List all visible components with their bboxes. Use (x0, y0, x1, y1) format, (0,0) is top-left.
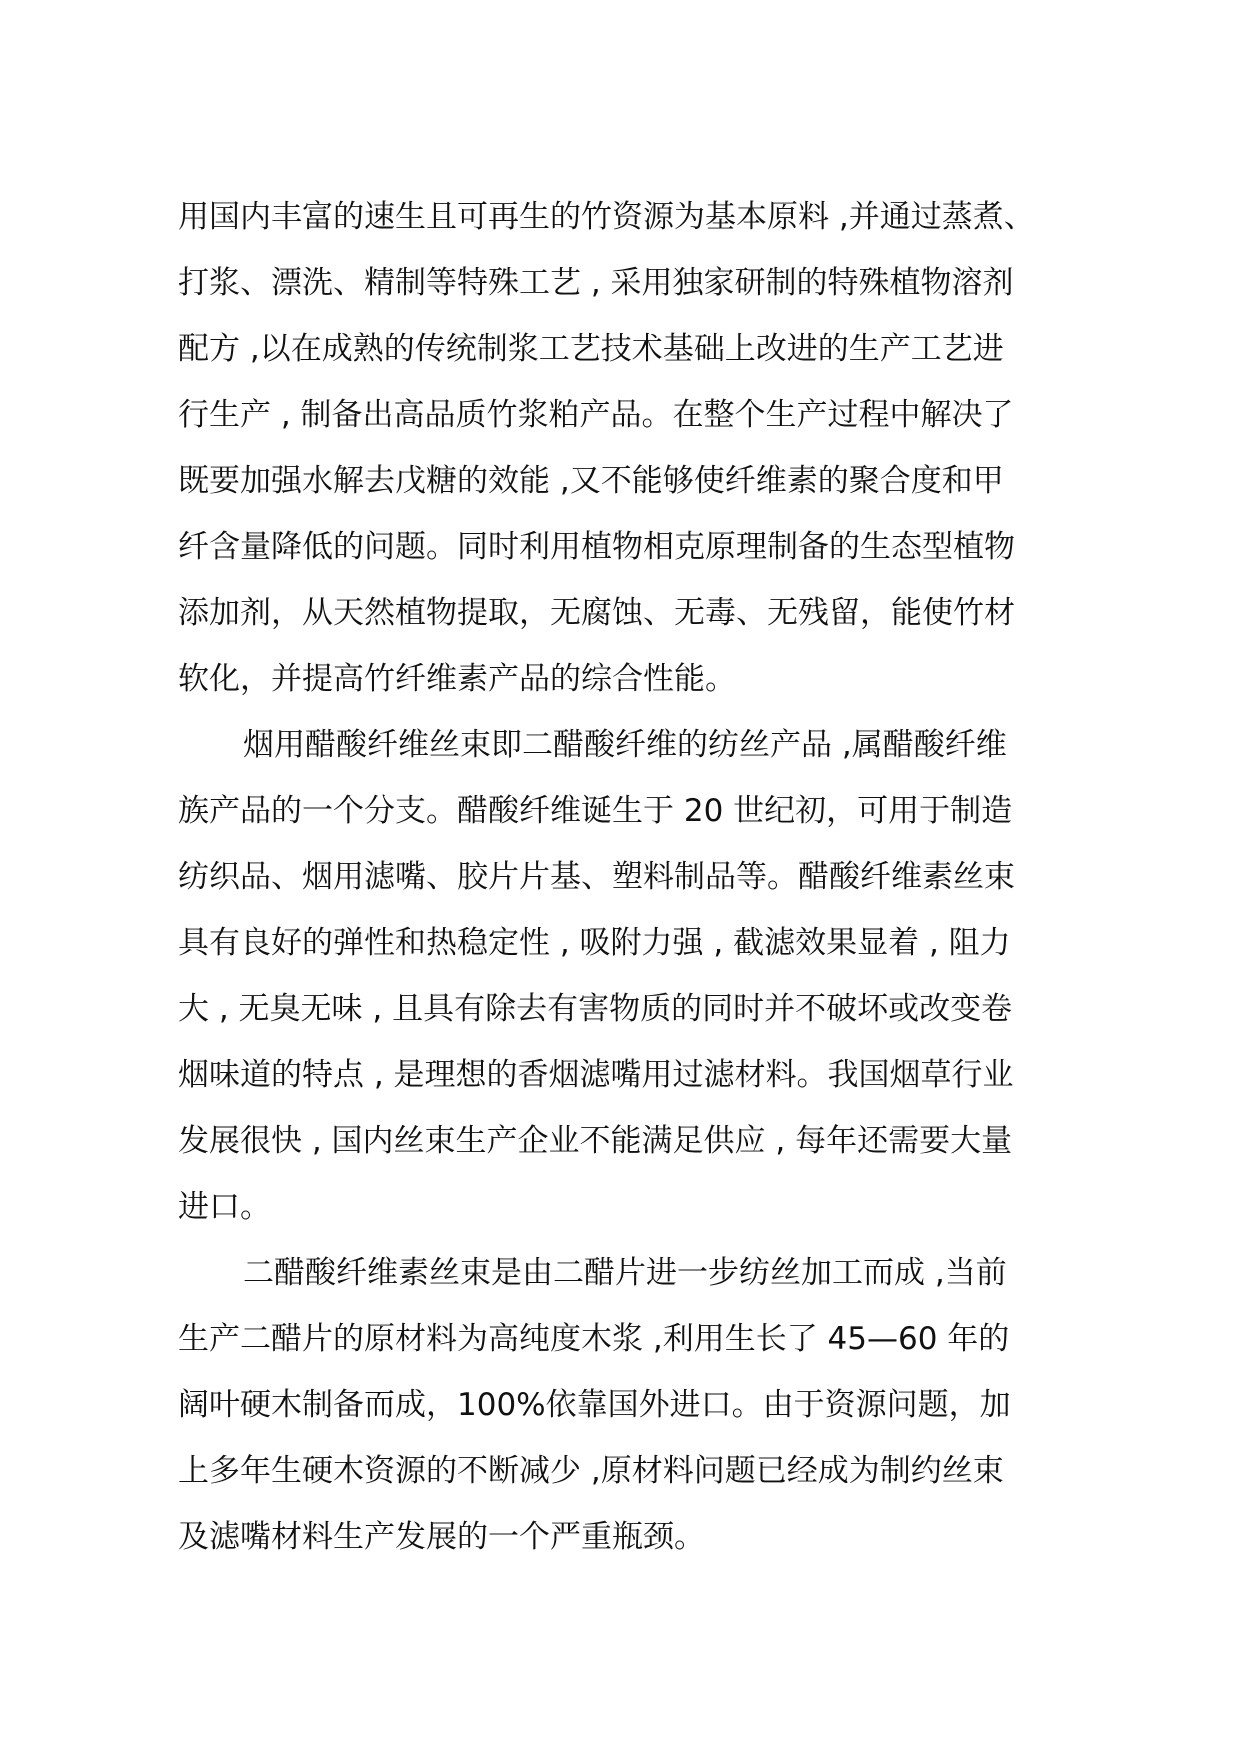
paragraph-acetate-tow (178, 712, 1078, 1240)
text-line: 族产品的一个分支。醋酸纤维诞生于 20 世纪初，可用于制造 (178, 793, 1013, 829)
text-line: 软化，并提高竹纤维素产品的综合性能。 (178, 661, 736, 697)
text-line: 烟味道的特点 , 是理想的香烟滤嘴用过滤材料。我国烟草行业 (178, 1057, 1014, 1093)
text-line: 及滤嘴材料生产发展的一个严重瓶颈。 (178, 1519, 705, 1555)
text-line: 二醋酸纤维素丝束是由二醋片进一步纺丝加工而成 ,当前 (243, 1255, 1007, 1291)
text-line: 上多年生硬木资源的不断减少 ,原材料问题已经成为制约丝束 (178, 1453, 1004, 1489)
paragraph-raw-material (178, 1240, 1078, 1570)
text-line: 生产二醋片的原材料为高纯度木浆 ,利用生长了 45—60 年的 (178, 1321, 1010, 1357)
text-line: 具有良好的弹性和热稳定性 , 吸附力强 , 截滤效果显着 , 阻力 (178, 925, 1011, 961)
text-line: 发展很快 , 国内丝束生产企业不能满足供应 , 每年还需要大量 (178, 1123, 1013, 1159)
text-line: 打浆、漂洗、精制等特殊工艺 , 采用独家研制的特殊植物溶剂 (178, 265, 1014, 301)
text-line: 行生产 , 制备出高品质竹浆粕产品。在整个生产过程中解决了 (178, 397, 1014, 433)
text-line: 既要加强水解去戊糖的效能 ,又不能够使纤维素的聚合度和甲 (178, 463, 1004, 499)
text-line: 纺织品、烟用滤嘴、胶片片基、塑料制品等。醋酸纤维素丝束 (178, 859, 1015, 895)
text-line: 进口。 (178, 1189, 271, 1225)
text-line: 阔叶硬木制备而成，100%依靠国外进口。由于资源问题，加 (178, 1387, 1011, 1423)
text-line: 用国内丰富的速生且可再生的竹资源为基本原料 ,并通过蒸煮、 (178, 199, 1035, 235)
text-line: 配方 ,以在成熟的传统制浆工艺技术基础上改进的生产工艺进 (178, 331, 1004, 367)
text-line: 添加剂，从天然植物提取，无腐蚀、无毒、无残留，能使竹材 (178, 595, 1015, 631)
body-text (178, 184, 1078, 1570)
text-line: 烟用醋酸纤维丝束即二醋酸纤维的纺丝产品 ,属醋酸纤维 (243, 727, 1007, 763)
paragraph-bamboo-pulp (178, 184, 1078, 712)
text-line: 大 , 无臭无味 , 且具有除去有害物质的同时并不破坏或改变卷 (178, 991, 1013, 1027)
text-line: 纤含量降低的问题。同时利用植物相克原理制备的生态型植物 (178, 529, 1015, 565)
